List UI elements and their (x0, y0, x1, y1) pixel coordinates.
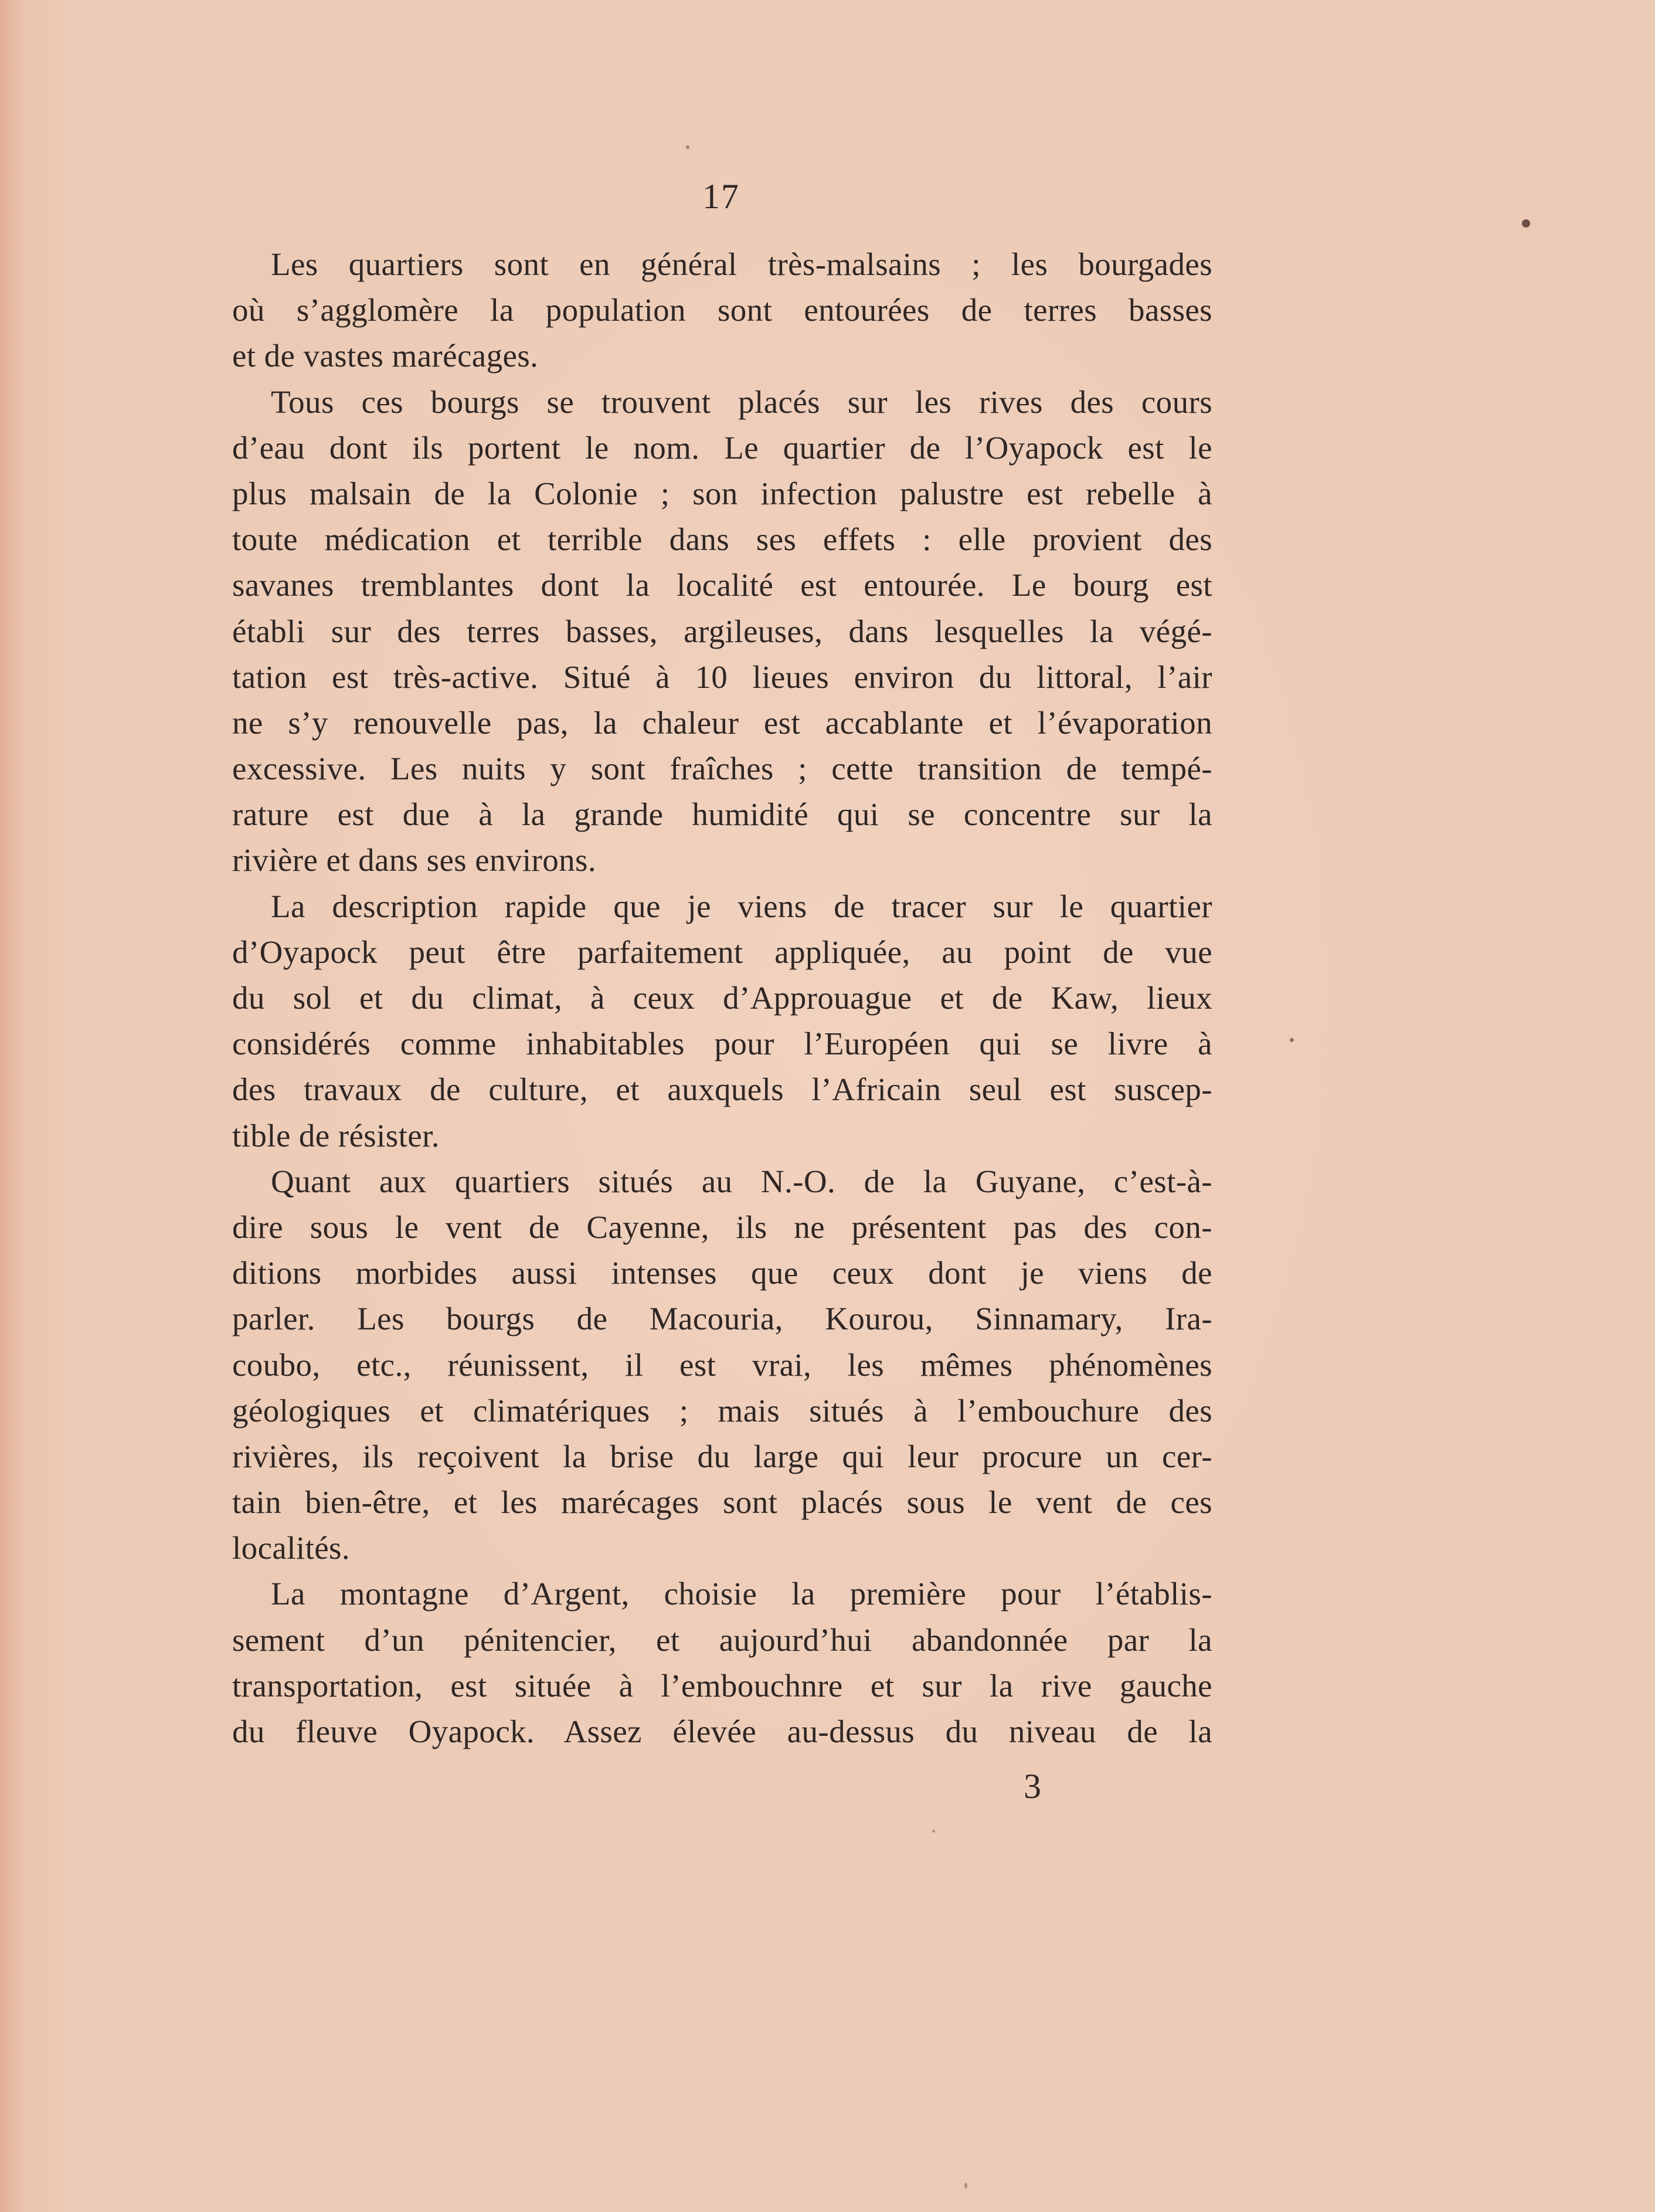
text-line: tation est très-active. Situé à 10 lieues environ du littoral, l’air (232, 659, 1212, 695)
text-line: d’eau dont ils portent le nom. Le quartier de l’Oyapock est le (232, 429, 1212, 466)
text-line: coubo, etc., réunissent, il est vrai, les mêmes phénomènes (232, 1346, 1212, 1383)
text-line: établi sur des terres basses, argileuses, dans lesquelles la végé- (232, 613, 1212, 649)
text-line: parler. Les bourgs de Macouria, Kourou, Sinnamary, Ira- (232, 1301, 1212, 1337)
text-line: sement d’un pénitencier, et aujourd’hui abandonnée par la (232, 1621, 1212, 1658)
ink-speck (686, 145, 689, 149)
text-line: Quant aux quartiers situés au N.-O. de la Guyane, c’est-à- (271, 1163, 1212, 1199)
text-line: transportation, est située à l’embouchnre et sur la rive gauche (232, 1667, 1212, 1704)
text-line: Les quartiers sont en général très-malsains ; les bourgades (271, 246, 1212, 282)
text-line: Tous ces bourgs se trouvent placés sur les rives des cours (271, 384, 1212, 420)
text-line: La montagne d’Argent, choisie la première pour l’établis- (271, 1576, 1212, 1612)
text-line: rature est due à la grande humidité qui se concentre sur la (232, 796, 1212, 833)
text-line: tain bien-être, et les marécages sont placés sous le vent de ces (232, 1484, 1212, 1521)
text-line: d’Oyapock peut être parfaitement appliquée, au point de vue (232, 934, 1212, 970)
text-line: géologiques et climatériques ; mais situés à l’embouchure des (232, 1392, 1212, 1429)
text-line: rivières, ils reçoivent la brise du large qui leur procure un cer- (232, 1438, 1212, 1474)
text-line: excessive. Les nuits y sont fraîches ; cette transition de tempé- (232, 751, 1212, 787)
text-line: savanes tremblantes dont la localité est entourée. Le bourg est (232, 567, 1212, 603)
body-text (232, 242, 1212, 1755)
text-line: du sol et du climat, à ceux d’Approuague et de Kaw, lieux (232, 980, 1212, 1016)
text-line: localités. (232, 1530, 351, 1566)
text-line: tible de résister. (232, 1117, 440, 1154)
ink-speck (964, 2183, 967, 2189)
text-line: ne s’y renouvelle pas, la chaleur est accablante et l’évaporation (232, 704, 1212, 741)
text-line: considérés comme inhabitables pour l’Européen qui se livre à (232, 1026, 1212, 1062)
ink-speck (1290, 1038, 1294, 1042)
text-line: La description rapide que je viens de tracer sur le quartier (271, 888, 1212, 924)
text-line: toute médication et terrible dans ses effets : elle provient des (232, 521, 1212, 558)
text-line: où s’agglomère la population sont entourées de terres basses (232, 292, 1212, 328)
page-number: 17 (702, 177, 740, 216)
text-line: plus malsain de la Colonie ; son infection palustre est rebelle à (232, 475, 1212, 511)
text-line: et de vastes marécages. (232, 338, 539, 374)
text-line: ditions morbides aussi intenses que ceux dont je viens de (232, 1255, 1212, 1291)
text-line: dire sous le vent de Cayenne, ils ne présentent pas des con- (232, 1209, 1212, 1245)
ink-speck (932, 1830, 935, 1833)
text-line: des travaux de culture, et auxquels l’Africain seul est suscep- (232, 1071, 1212, 1108)
signature-mark: 3 (1024, 1767, 1041, 1806)
text-line: rivière et dans ses environs. (232, 842, 597, 878)
ink-speck (1522, 219, 1530, 228)
text-line: du fleuve Oyapock. Assez élevée au-dessus du niveau de la (232, 1714, 1212, 1749)
